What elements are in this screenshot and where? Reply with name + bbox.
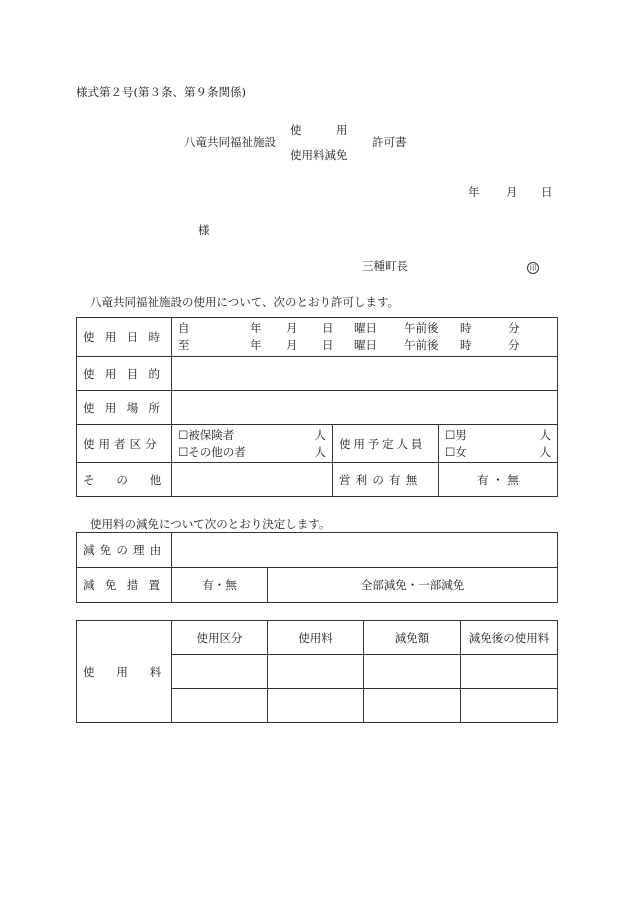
form-number: 様式第２号(第３条、第９条関係) <box>76 85 246 99</box>
fee-cell[interactable] <box>364 689 461 723</box>
table-row <box>77 568 558 603</box>
fee-cell[interactable] <box>364 655 461 689</box>
reduction-table <box>76 532 558 603</box>
addressee-honorific: 様 <box>198 223 210 237</box>
expected-users-field[interactable]: ☐男 人 ☐女 人 <box>439 425 558 463</box>
other-field[interactable] <box>172 463 333 497</box>
fee-cell[interactable] <box>461 689 558 723</box>
usage-place-label: 使用場所 <box>77 391 172 425</box>
reduction-statement: 使用料の減免について次のとおり決定します。 <box>90 517 331 531</box>
profit-value[interactable]: 有 ・ 無 <box>439 463 558 497</box>
usage-purpose-field[interactable] <box>172 357 558 391</box>
checkbox-other-person[interactable]: ☐その他の者 <box>178 444 246 459</box>
column-header-fee: 使用料 <box>268 621 364 655</box>
reduction-reason-field[interactable] <box>172 533 558 568</box>
table-row <box>77 621 558 655</box>
date-year: 年 <box>468 185 480 199</box>
table-row <box>77 533 558 568</box>
permit-statement: 八竜共同福祉施設の使用について、次のとおり許可します。 <box>90 295 400 309</box>
checkbox-female[interactable]: ☐女 <box>445 444 467 459</box>
reduction-measure-label: 減免措置 <box>77 568 172 603</box>
fee-cell[interactable] <box>461 655 558 689</box>
table-row <box>77 463 558 497</box>
user-category-label: 使用者区分 <box>77 425 172 463</box>
fee-cell[interactable] <box>172 655 268 689</box>
title-option-use: 使 用 <box>290 123 348 137</box>
fee-label: 使用料 <box>77 621 172 723</box>
date-month: 月 <box>506 185 518 199</box>
profit-label: 営利の有無 <box>333 463 439 497</box>
usage-purpose-label: 使用目的 <box>77 357 172 391</box>
user-category-field[interactable]: ☐被保険者 人 ☐その他の者 人 <box>172 425 333 463</box>
checkbox-male[interactable]: ☐男 <box>445 427 467 442</box>
usage-place-field[interactable] <box>172 391 558 425</box>
usage-datetime-label: 使用日時 <box>77 318 172 357</box>
title-suffix: 許可書 <box>372 135 407 149</box>
other-label: その他 <box>77 463 172 497</box>
fee-table <box>76 620 558 723</box>
title-option-fee-reduction: 使用料減免 <box>290 148 348 162</box>
issuer-seal-icon: 印 <box>527 259 539 274</box>
permit-table <box>76 317 558 497</box>
title-prefix: 八竜共同福祉施設 <box>184 135 276 149</box>
usage-datetime-field[interactable]: 自 年 月 日 曜日 午前後 時 分 至 年 月 日 曜日 午前後 時 分 <box>172 318 558 357</box>
table-row <box>77 391 558 425</box>
fee-cell[interactable] <box>268 689 364 723</box>
column-header-reduction-amount: 減免額 <box>364 621 461 655</box>
fee-cell[interactable] <box>268 655 364 689</box>
issuer-name: 三種町長 <box>362 259 408 273</box>
date-day: 日 <box>541 185 553 199</box>
table-row <box>77 425 558 463</box>
reduction-yesno[interactable]: 有・無 <box>172 568 268 603</box>
reduction-reason-label: 減免の理由 <box>77 533 172 568</box>
table-row <box>77 318 558 357</box>
expected-users-label: 使用予定人員 <box>333 425 439 463</box>
column-header-usage-category: 使用区分 <box>172 621 268 655</box>
column-header-fee-after-reduction: 減免後の使用料 <box>461 621 558 655</box>
fee-cell[interactable] <box>172 689 268 723</box>
table-row <box>77 357 558 391</box>
checkbox-insured[interactable]: ☐被保険者 <box>178 427 235 442</box>
reduction-scope[interactable]: 全部減免・一部減免 <box>268 568 558 603</box>
